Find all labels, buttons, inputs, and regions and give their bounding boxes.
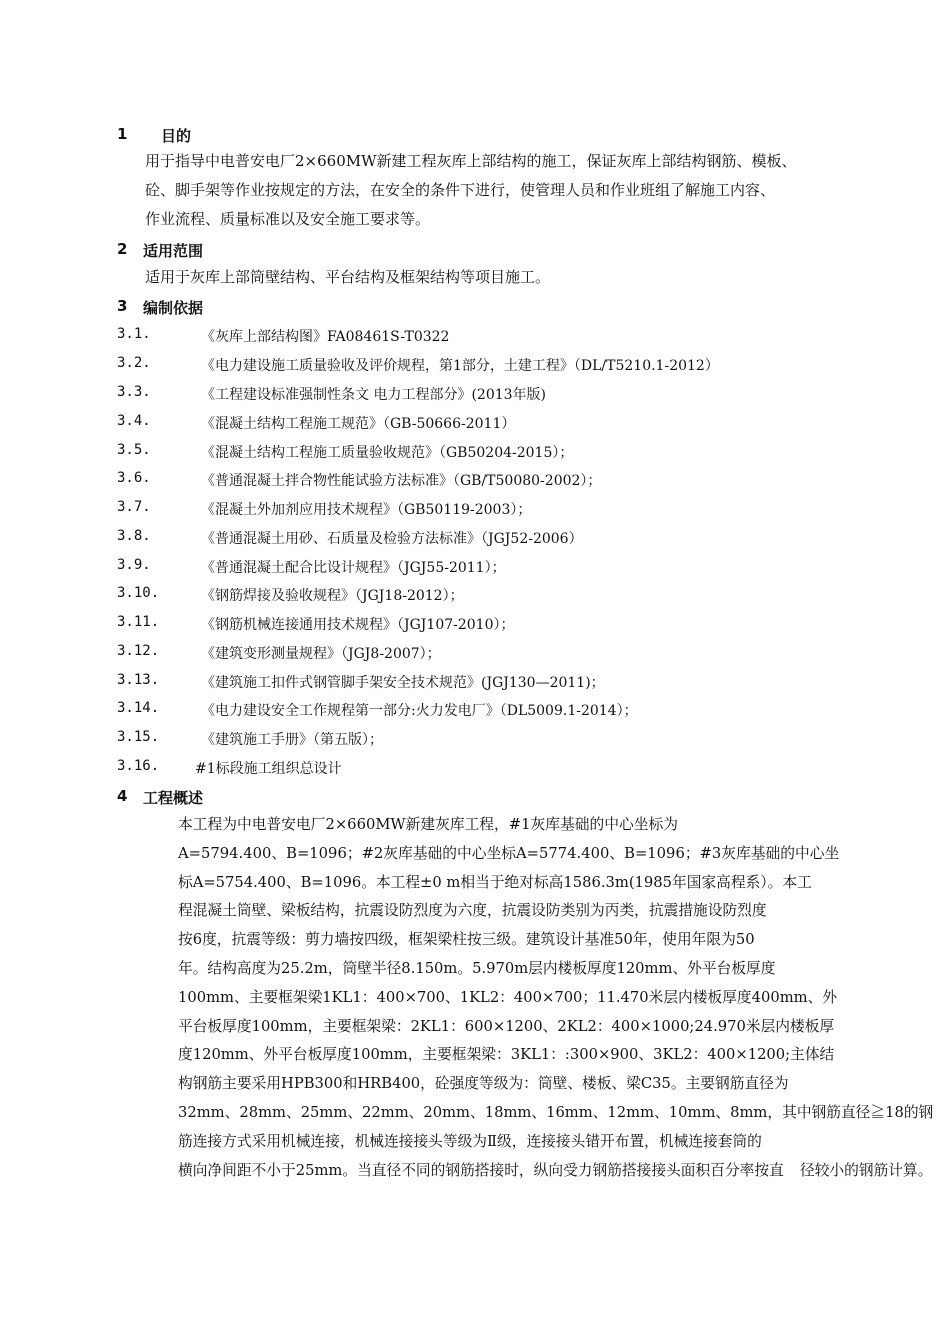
reference-number: 3.14. — [117, 700, 160, 716]
section-4-paragraph — [178, 810, 950, 1184]
reference-text: 《电力建设施工质量验收及评价规程，第1部分，土建工程》（DL/T5210.1-2012） — [201, 358, 719, 374]
reference-text: 《建筑施工扣件式钢管脚手架安全技术规范》(JGJ130—2011)； — [201, 675, 605, 691]
section-title: 目的 — [161, 127, 192, 145]
reference-number: 3.6. — [117, 470, 151, 486]
reference-text: 《普通混凝土用砂、石质量及检验方法标准》（JGJ52-2006） — [201, 531, 583, 547]
reference-number: 3.15. — [117, 729, 160, 745]
section-number: 3 — [117, 297, 128, 315]
section-number: 2 — [117, 240, 128, 258]
reference-text: 《普通混凝土拌合物性能试验方法标准》（GB/T50080-2002）； — [201, 473, 602, 489]
reference-text: 《混凝土结构工程施工规范》（GB-50666-2011） — [201, 416, 516, 432]
reference-number: 3.7. — [117, 499, 151, 515]
paragraph-line: 程混凝土筒壁、梁板结构，抗震设防烈度为六度，抗震设防类别为丙类，抗震措施设防烈度 — [178, 901, 767, 920]
reference-text: 《电力建设安全工作规程第一部分:火力发电厂》（DL5009.1-2014）； — [201, 703, 638, 719]
reference-text: 《灰库上部结构图》FA08461S-T0322 — [201, 329, 450, 345]
paragraph-line: 度120mm、外平台板厚度100mm，主要框架梁：3KL1：:300×900、3KL2：400×1200;主体结 — [178, 1045, 835, 1064]
paragraph-line: 构钢筋主要采用HPB300和HRB400，砼强度等级为：筒壁、楼板、梁C35。主要钢筋直径为 — [178, 1074, 789, 1093]
reference-text: 《钢筋焊接及验收规程》（JGJ18-2012）； — [201, 588, 464, 604]
reference-number: 3.12. — [117, 643, 160, 659]
reference-text: 《混凝土结构工程施工质量验收规范》（GB50204-2015）； — [201, 445, 574, 461]
section-heading-4 — [117, 787, 317, 807]
reference-number: 3.11. — [117, 614, 160, 630]
reference-text: 《混凝土外加剂应用技术规程》（GB50119-2003）； — [201, 502, 532, 518]
section-2-paragraph — [145, 263, 550, 292]
reference-text: 《建筑变形测量规程》（JGJ8-2007）； — [201, 646, 441, 662]
section-number: 1 — [117, 125, 128, 143]
reference-number: 3.8. — [117, 528, 151, 544]
paragraph-line: 100mm、主要框架梁1KL1：400×700、1KL2：400×700；11.470米层内楼板厚度400mm、外 — [178, 987, 838, 1006]
reference-number: 3.13. — [117, 672, 160, 688]
reference-number: 3.5. — [117, 442, 151, 458]
section-1-paragraph — [145, 147, 797, 233]
reference-number: 3.1. — [117, 326, 151, 342]
section-title: 适用范围 — [143, 242, 204, 260]
paragraph-line: A=5794.400、B=1096；#2灰库基础的中心坐标A=5774.400、B=1096；#3灰库基础的中心坐 — [178, 843, 840, 862]
paragraph-line: 径较小的钢筋计算。 — [800, 1160, 933, 1179]
paragraph-line: 用于指导中电普安电厂2×660MW新建工程灰库上部结构的施工，保证灰库上部结构钢筋、模板、 — [145, 152, 797, 170]
reference-number: 3.3. — [117, 384, 151, 400]
paragraph-line: 适用于灰库上部筒壁结构、平台结构及框架结构等项目施工。 — [145, 268, 551, 286]
reference-text: 《普通混凝土配合比设计规程》（JGJ55-2011）； — [201, 560, 506, 576]
reference-text: 《建筑施工手册》（第五版）； — [201, 732, 383, 748]
reference-number: 3.16. — [117, 758, 160, 774]
reference-text: #1标段施工组织总设计 — [195, 761, 342, 777]
reference-number: 3.2. — [117, 355, 151, 371]
section-heading-1 — [117, 125, 317, 145]
paragraph-line: 横向净间距不小于25mm。当直径不同的钢筋搭接时，纵向受力钢筋搭接接头面积百分率按直 — [178, 1160, 784, 1179]
paragraph-line: 标A=5754.400、B=1096。本工程±0 m相当于绝对标高1586.3m(1985年国家高程系）。本工 — [178, 872, 812, 891]
paragraph-line: 平台板厚度100mm，主要框架梁：2KL1：600×1200、2KL2：400×1000;24.970米层内楼板厚 — [178, 1016, 835, 1035]
paragraph-line: 作业流程、质量标准以及安全施工要求等。 — [145, 209, 431, 228]
section-heading-3 — [117, 297, 317, 317]
paragraph-line: 年。结构高度为25.2m，筒壁半径8.150m。5.970m层内楼板厚度120mm、外平台板厚度 — [178, 958, 776, 977]
section-title: 工程概述 — [143, 789, 204, 807]
section-title: 编制依据 — [143, 299, 204, 317]
paragraph-line: 32mm、28mm、25mm、22mm、20mm、18mm、16mm、12mm、10mm、8mm，其中钢筋直径≧18的钢 — [178, 1102, 934, 1121]
section-heading-2 — [117, 240, 317, 260]
paragraph-line: 按6度，抗震等级：剪力墙按四级，框架梁柱按三级。建筑设计基准50年，使用年限为50 — [178, 930, 755, 949]
paragraph-line: 筋连接方式采用机械连接，机械连接接头等级为Ⅱ级，连接接头错开布置，机械连接套筒的 — [178, 1131, 762, 1150]
reference-number: 3.10. — [117, 585, 160, 601]
reference-number: 3.9. — [117, 557, 151, 573]
reference-number: 3.4. — [117, 413, 151, 429]
paragraph-line: 本工程为中电普安电厂2×660MW新建灰库工程，#1灰库基础的中心坐标为 — [178, 815, 678, 833]
reference-text: 《钢筋机械连接通用技术规程》（JGJ107-2010）； — [201, 617, 515, 633]
section-number: 4 — [117, 787, 128, 805]
reference-text: 《工程建设标准强制性条文 电力工程部分》(2013年版) — [201, 387, 547, 403]
paragraph-line: 砼、脚手架等作业按规定的方法，在安全的条件下进行，使管理人员和作业班组了解施工内容、 — [145, 180, 776, 199]
